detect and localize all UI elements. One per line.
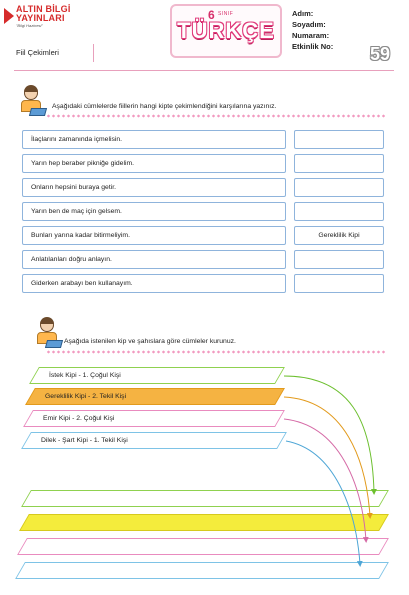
sentence-text: Yarın hep beraber pikniğe gidelim. bbox=[31, 160, 135, 167]
answer-bar-blue[interactable] bbox=[15, 562, 389, 579]
sentence-row bbox=[22, 178, 286, 197]
sentence-row bbox=[22, 250, 286, 269]
surname-field-label: Soyadım: bbox=[292, 20, 326, 29]
answer-box[interactable] bbox=[294, 154, 384, 173]
section-title: Fiil Çekimleri bbox=[16, 48, 59, 57]
sentence-text: Anlatılanları doğru anlayın. bbox=[31, 256, 112, 263]
reading-child-icon bbox=[34, 318, 62, 352]
prompt-bar-gereklilik bbox=[25, 388, 285, 405]
answer-bar-yellow[interactable] bbox=[19, 514, 389, 531]
prompt-label: Gereklilik Kipi - 2. Tekil Kişi bbox=[45, 393, 127, 400]
dotted-divider bbox=[46, 350, 386, 354]
answer-box[interactable] bbox=[294, 250, 384, 269]
student-info bbox=[292, 8, 333, 52]
grade-number: 6 bbox=[208, 8, 215, 22]
prompt-label: Emir Kipi - 2. Çoğul Kişi bbox=[43, 415, 115, 422]
exercise1-instruction: Aşağıdaki cümlelerde fiillerin hangi kipte çekimlendiğini karşılarına yazınız. bbox=[52, 103, 277, 110]
prompt-bar-istek bbox=[29, 367, 285, 384]
sentence-text: Onların hepsini buraya getir. bbox=[31, 184, 117, 191]
publisher-logo bbox=[2, 2, 102, 32]
grade-label: SINIF bbox=[218, 11, 234, 17]
name-field-label: Adım: bbox=[292, 9, 314, 18]
logo-arrow-icon bbox=[4, 8, 14, 24]
sentence-text: Yarın ben de maç için gelsem. bbox=[31, 208, 122, 215]
answer-text: Gereklilik Kipi bbox=[318, 232, 360, 239]
prompt-bar-emir bbox=[23, 410, 285, 427]
answer-box[interactable] bbox=[294, 202, 384, 221]
header-divider bbox=[14, 70, 394, 78]
exercise2-instruction: Aşağıda istenilen kip ve şahıslara göre cümleler kurunuz. bbox=[64, 338, 236, 345]
prompt-label: Dilek - Şart Kipi - 1. Tekil Kişi bbox=[41, 437, 128, 444]
sentence-text: İlaçlarını zamanında içmelisin. bbox=[31, 136, 123, 143]
sentence-row bbox=[22, 226, 286, 245]
sentence-row bbox=[22, 202, 286, 221]
publisher-tagline: "Bilgi Hazinesi" bbox=[16, 23, 43, 28]
publisher-name-line2: YAYINLARI bbox=[16, 13, 65, 23]
page-number: 59 bbox=[370, 44, 391, 64]
reading-child-icon bbox=[18, 86, 46, 120]
number-field-label: Numaram: bbox=[292, 31, 330, 40]
answer-box[interactable] bbox=[294, 226, 384, 245]
dotted-divider bbox=[46, 114, 386, 118]
section-tag bbox=[14, 44, 94, 62]
arrow-green bbox=[284, 376, 374, 492]
subject-title: TÜRKÇE bbox=[177, 18, 275, 43]
sentence-text: Giderken arabayı ben kullanayım. bbox=[31, 280, 133, 287]
prompt-label: İstek Kipi - 1. Çoğul Kişi bbox=[49, 372, 121, 379]
answer-box[interactable] bbox=[294, 274, 384, 293]
activity-number-field-label: Etkinlik No: bbox=[292, 42, 334, 51]
answer-box[interactable] bbox=[294, 130, 384, 149]
sentence-row bbox=[22, 154, 286, 173]
answer-box[interactable] bbox=[294, 178, 384, 197]
sentence-row bbox=[22, 274, 286, 293]
sentence-row bbox=[22, 130, 286, 149]
answer-bar-pink[interactable] bbox=[17, 538, 389, 555]
sentence-text: Bunları yarına kadar bitirmeliyim. bbox=[31, 232, 130, 239]
prompt-bar-dilek-sart bbox=[21, 432, 287, 449]
publisher-name-line1: ALTIN BİLGİ bbox=[16, 4, 71, 14]
answer-bar-green[interactable] bbox=[21, 490, 389, 507]
